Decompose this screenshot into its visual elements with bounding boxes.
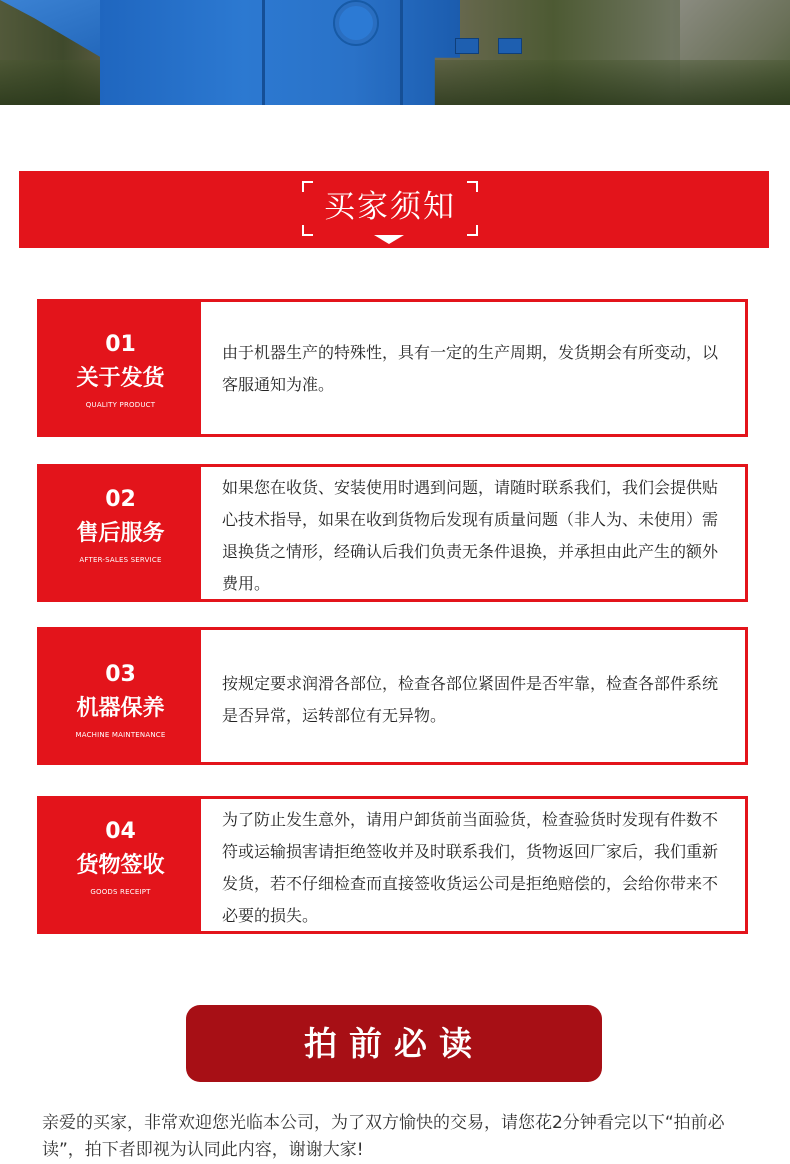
notice-title: 售后服务	[76, 521, 165, 546]
photo-machine-foot	[455, 38, 479, 54]
section-banner	[19, 171, 769, 248]
notice-text: 由于机器生产的特殊性，具有一定的生产周期，发货期会有所变动，以客服通知为准。	[222, 343, 719, 394]
notice-subtitle: MACHINE MAINTENANCE	[75, 731, 166, 739]
photo-flange	[333, 0, 379, 46]
notice-text: 如果您在收货、安装使用时遇到问题，请随时联系我们，我们会提供贴心技术指导，如果在收到货物后发现有质量问题（非人为、未使用）需退换货之情形，经确认后我们负责无条件退换，并承担由此产生的额外费用。	[222, 478, 719, 593]
notice-card-goods-receipt	[37, 796, 748, 934]
frame-corner	[302, 225, 313, 236]
frame-corner	[467, 225, 478, 236]
notice-subtitle: GOODS RECEIPT	[90, 888, 151, 896]
notice-card-maintenance	[37, 627, 748, 765]
notice-number: 03	[105, 662, 136, 687]
photo-panel-seam	[400, 0, 403, 105]
notice-tag	[40, 467, 201, 599]
product-photo	[0, 0, 790, 105]
notice-tag	[40, 630, 201, 762]
notice-title: 机器保养	[76, 696, 165, 721]
banner-title: 买家须知	[324, 189, 456, 225]
banner-down-arrow-icon	[374, 235, 404, 244]
notice-text: 按规定要求润滑各部位，检查各部位紧固件是否牢靠，检查各部件系统是否异常，运转部位有无异物。	[222, 674, 719, 725]
notice-card-after-sales	[37, 464, 748, 602]
read-before-intro: 亲爱的买家，非常欢迎您光临本公司，为了双方愉快的交易，请您花2分钟看完以下“拍前必读”，拍下者即视为认同此内容，谢谢大家!	[42, 1113, 725, 1160]
notice-tag	[40, 302, 201, 434]
notice-subtitle: AFTER-SALES SERVICE	[79, 556, 162, 564]
notice-title: 关于发货	[76, 366, 165, 391]
read-before-button[interactable]: 拍前必读	[186, 1005, 602, 1082]
photo-panel-seam	[262, 0, 265, 105]
banner-title-frame	[302, 181, 478, 236]
notice-number: 01	[105, 332, 136, 357]
notice-title: 货物签收	[76, 853, 165, 878]
photo-machine-body	[100, 0, 460, 105]
notice-tag	[40, 799, 201, 931]
photo-machine-foot	[498, 38, 522, 54]
notice-card-shipping	[37, 299, 748, 437]
notice-text: 为了防止发生意外，请用户卸货前当面验货，检查验货时发现有件数不符或运输损害请拒绝签收并及时联系我们，货物返回厂家后，我们重新发货，若不仔细检查而直接签收货运公司是拒绝赔偿的，会给你带来不必要的损失。	[222, 810, 719, 925]
notice-number: 02	[105, 487, 136, 512]
notice-number: 04	[105, 819, 136, 844]
notice-subtitle: QUALITY PRODUCT	[85, 401, 156, 409]
